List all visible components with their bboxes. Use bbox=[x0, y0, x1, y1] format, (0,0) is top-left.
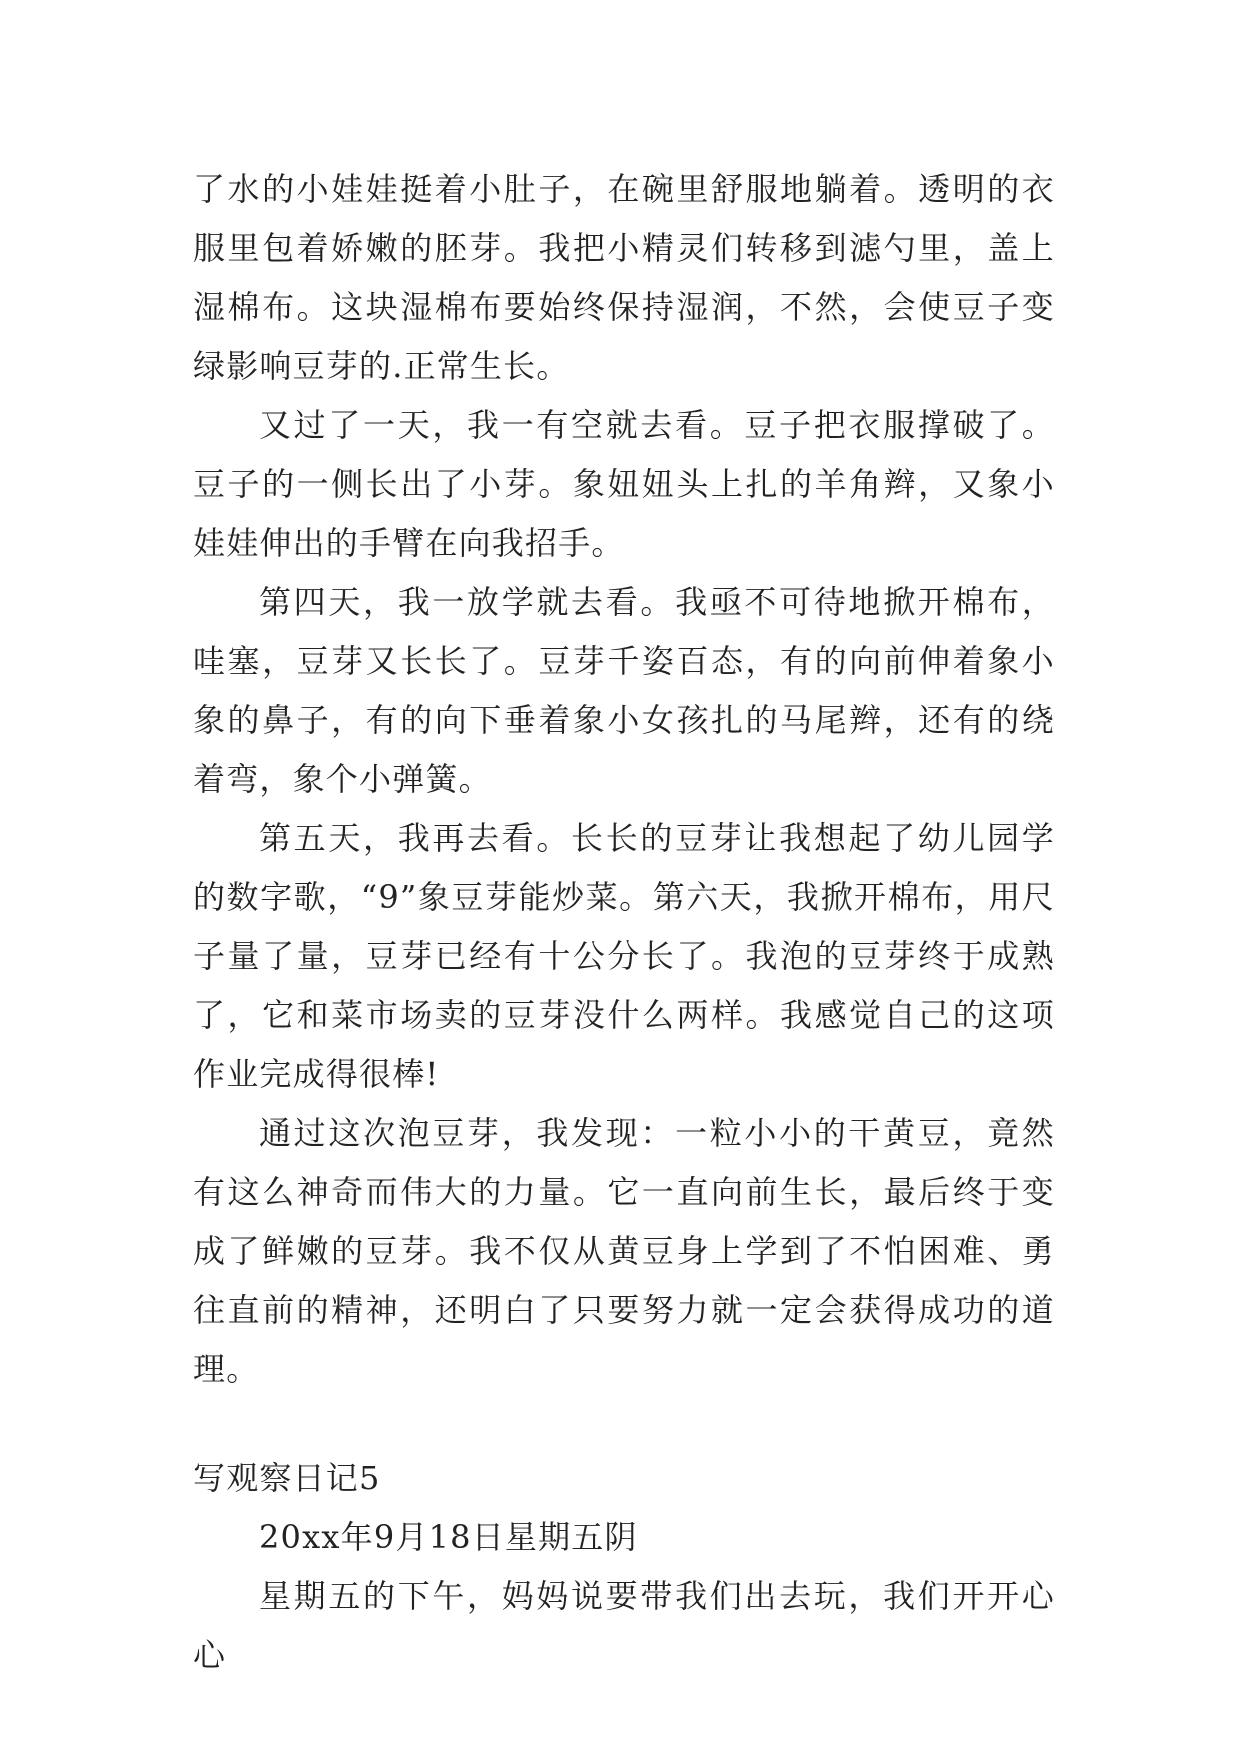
paragraph-4: 第五天，我再去看。长长的豆芽让我想起了幼儿园学的数字歌，“9”象豆芽能炒菜。第六天，我掀开棉布，用尺子量了量，豆芽已经有十公分长了。我泡的豆芽终于成熟了，它和菜市场卖的豆芽没什么两样。我感觉自己的这项作业完成得很棒! bbox=[193, 819, 1055, 1093]
section-heading: 写观察日记5 bbox=[193, 1459, 381, 1497]
section-first-paragraph: 星期五的下午，妈妈说要带我们出去玩，我们开开心心 bbox=[193, 1577, 1055, 1674]
document-body bbox=[193, 160, 1055, 1685]
paragraph-5: 通过这次泡豆芽，我发现：一粒小小的干黄豆，竟然有这么神奇而伟大的力量。它一直向前生长，最后终于变成了鲜嫩的豆芽。我不仅从黄豆身上学到了不怕困难、勇往直前的精神，还明白了只要努力就一定会获得成功的道理。 bbox=[193, 1114, 1055, 1388]
date-line: 20xx年9月18日星期五阴 bbox=[259, 1518, 638, 1556]
paragraph-1: 了水的小娃娃挺着小肚子，在碗里舒服地躺着。透明的衣服里包着娇嫩的胚芽。我把小精灵们转移到滤勺里，盖上湿棉布。这块湿棉布要始终保持湿润，不然，会使豆子变绿影响豆芽的.正常生长。 bbox=[193, 170, 1055, 385]
paragraph-2: 又过了一天，我一有空就去看。豆子把衣服撑破了。豆子的一侧长出了小芽。象妞妞头上扎的羊角辫，又象小娃娃伸出的手臂在向我招手。 bbox=[193, 406, 1055, 562]
paragraph-3: 第四天，我一放学就去看。我亟不可待地掀开棉布，哇塞，豆芽又长长了。豆芽千姿百态，有的向前伸着象小象的鼻子，有的向下垂着象小女孩扎的马尾辫，还有的绕着弯，象个小弹簧。 bbox=[193, 583, 1055, 798]
